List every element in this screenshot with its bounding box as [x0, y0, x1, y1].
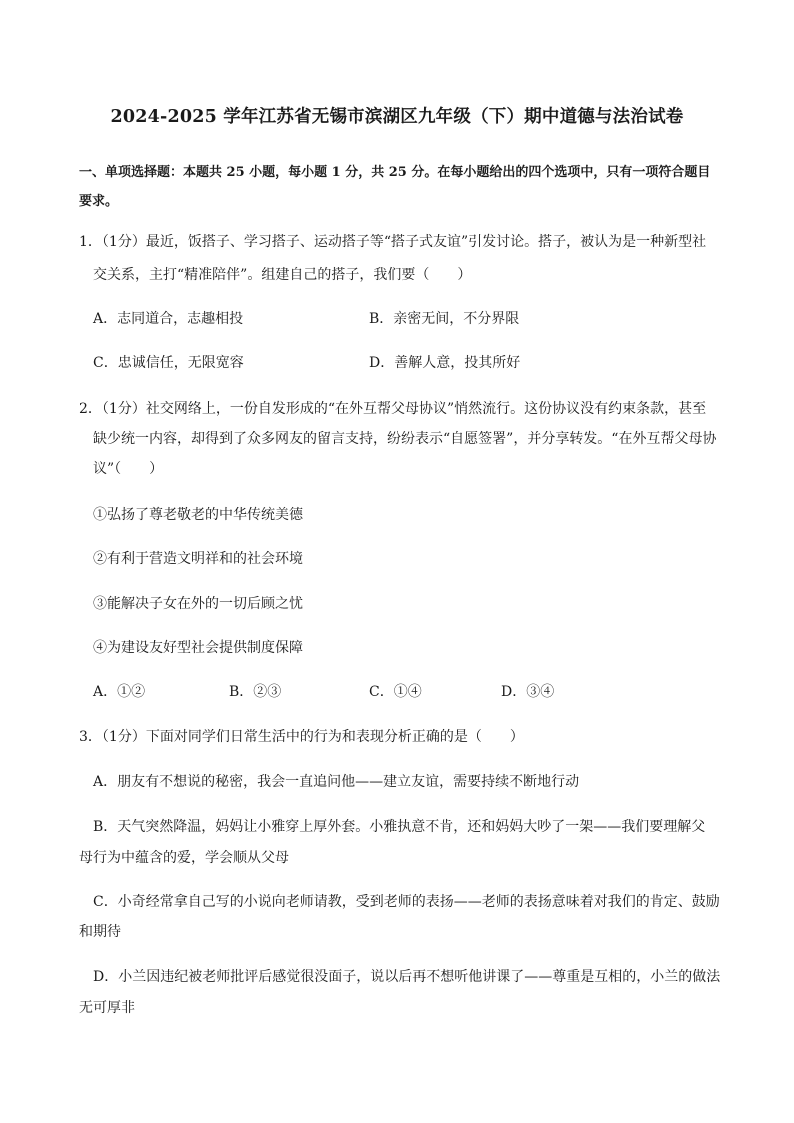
question-1-option-b: B．亲密无间，不分界限 [369, 311, 520, 327]
question-2-text-line-2: 缺少统一内容，却得到了众多网友的留言支持，纷纷表示“自愿签署”，并分享转发。“在外互帮父母协 [93, 431, 717, 447]
question-2-option-d: D．③④ [501, 684, 555, 700]
question-2-statement-3: ③能解决子女在外的一切后顾之忧 [93, 596, 303, 612]
question-3-option-b-line-1: B．天气突然降温，妈妈让小雅穿上厚外套。小雅执意不肯，还和妈妈大吵了一架——我们要理解父 [93, 819, 706, 835]
page-title: 2024-2025 学年江苏省无锡市滨湖区九年级（下）期中道德与法治试卷 [110, 107, 684, 127]
question-2-statement-4: ④为建设友好型社会提供制度保障 [93, 640, 303, 656]
question-2-option-a: A．①② [93, 684, 146, 700]
question-3-option-a: A．朋友有不想说的秘密，我会一直追问他——建立友谊，需要持续不断地行动 [93, 774, 580, 790]
question-1-text-line-1: 1．（1分）最近，饭搭子、学习搭子、运动搭子等“搭子式友谊”引发讨论。搭子，被认为是一种新型社 [79, 234, 707, 250]
question-2-text-line-3: 议”（ ） [93, 461, 164, 477]
question-1-text-line-2: 交关系，主打“精准陪伴”。组建自己的搭子，我们要（ ） [93, 267, 472, 283]
question-3-text: 3．（1分）下面对同学们日常生活中的行为和表现分析正确的是（ ） [79, 729, 524, 745]
question-2-statement-2: ②有利于营造文明祥和的社会环境 [93, 551, 303, 567]
question-2-statement-1: ①弘扬了尊老敬老的中华传统美德 [93, 507, 303, 523]
question-3-option-d-line-1: D．小兰因违纪被老师批评后感觉很没面子，说以后再不想听他讲课了——尊重是互相的，小兰的做法 [93, 969, 721, 985]
question-3-option-d-line-2: 无可厚非 [79, 1000, 135, 1016]
question-1-option-c: C．忠诚信任，无限宽容 [93, 355, 244, 371]
question-3-option-b-line-2: 母行为中蕴含的爱，学会顺从父母 [79, 850, 289, 866]
question-3-option-c-line-1: C．小奇经常拿自己写的小说向老师请教，受到老师的表扬——老师的表扬意味着对我们的肯定、鼓励 [93, 894, 720, 910]
section-heading: 一、单项选择题：本题共 25 小题，每小题 1 分，共 25 分。在每小题给出的四个选项中，只有一项符合题目要求。 [79, 165, 711, 209]
question-3-option-c-line-2: 和期待 [79, 924, 121, 940]
question-2-option-b: B．②③ [229, 684, 282, 700]
question-2-option-c: C．①④ [369, 684, 422, 700]
question-2-text-line-1: 2．（1分）社交网络上，一份自发形成的“在外互帮父母协议”悄然流行。这份协议没有约束条款，甚至 [79, 401, 707, 417]
question-1-option-a: A．志同道合，志趣相投 [93, 311, 244, 327]
question-1-option-d: D．善解人意，投其所好 [369, 355, 521, 371]
